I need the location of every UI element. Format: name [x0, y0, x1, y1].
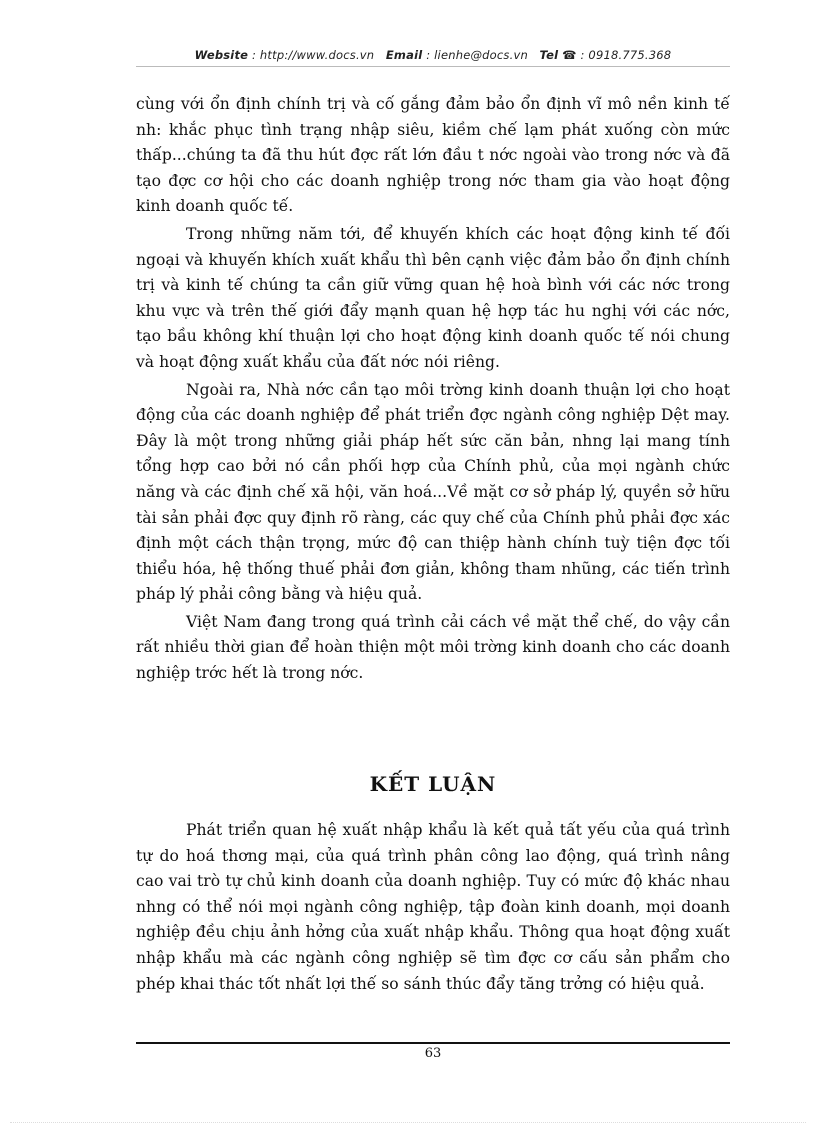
paragraph: Việt Nam đang trong quá trình cải cách về mặt thể chế, do vậy cần rất nhiều thời gian để hoàn thiện một môi trờng kinh doanh cho các doanh nghiệp trớc hết là trong nớc. — [136, 612, 730, 683]
body-text — [136, 92, 730, 689]
tel-number: ☎ : 0918.775.368 — [562, 48, 672, 62]
tel-label: Tel — [539, 48, 559, 62]
header-divider — [136, 66, 730, 67]
website-label: Website — [194, 48, 249, 62]
paragraph: Ngoài ra, Nhà nớc cần tạo môi trờng kinh doanh thuận lợi cho hoạt động của các doanh nghiệp để phát triển đợc ngành công nghiệp Dệt may. Đây là một trong những giải pháp hết sức căn bản, nhng lại mang tính tổng hợp cao bởi nó cần phối hợp của Chính phủ, của mọi ngành chức năng và các định chế xã hội, văn hoá...Về mặt cơ sở pháp lý, quyền sở hữu tài sản phải đợc quy định rõ ràng, các quy chế của Chính phủ phải đợc xác định một cách thận trọng, mức độ can thiệp hành chính tuỳ tiện đợc tối thiểu hóa, hệ thống thuế phải đơn giản, không tham nhũng, các tiến trình pháp lý phải công bằng và hiệu quả. — [136, 380, 730, 604]
conclusion-paragraph: Phát triển quan hệ xuất nhập khẩu là kết quả tất yếu của quá trình tự do hoá thơng mại, của quá trình phân công lao động, quá trình nâng cao vai trò tự chủ kinh doanh của doanh nghiệp. Tuy có mức độ khác nhau nhng có thể nói mọi ngành công nghiệp, tập đoàn kinh doanh, mọi doanh nghiệp đều chịu ảnh hởng của xuất nhập khẩu. Thông qua hoạt động xuất nhập khẩu mà các ngành công nghiệp sẽ tìm đợc cơ cấu sản phẩm cho phép khai thác tốt nhất lợi thế so sánh thúc đẩy tăng trởng có hiệu quả. — [136, 821, 730, 993]
paragraph-continuation: cùng với ổn định chính trị và cố gắng đảm bảo ổn định vĩ mô nền kinh tế nh: khắc phục tình trạng nhập siêu, kiềm chế lạm phát xuống còn mức thấp...chúng ta đã thu hút đợc rất lớn đầu t nớc ngoài vào trong nớc và đã tạo đợc cơ hội cho các doanh nghiệp trong nớc tham gia vào hoạt động kinh doanh quốc tế. — [136, 95, 730, 216]
email-address: : lienhe@docs.vn — [426, 48, 528, 62]
page-number: 63 — [424, 1046, 442, 1061]
email-label: Email — [385, 48, 423, 62]
footer-divider — [136, 1042, 730, 1044]
website-url: : http://www.docs.vn — [252, 48, 375, 62]
paragraph: Trong những năm tới, để khuyến khích các hoạt động kinh tế đối ngoại và khuyến khích xuất khẩu thì bên cạnh việc đảm bảo ổn định chính trị và kinh tế chúng ta cần giữ vững quan hệ hoà bình với các nớc trong khu vực và trên thế giới đẩy mạnh quan hệ hợp tác hu nghị với các nớc, tạo bầu không khí thuận lợi cho hoạt động kinh doanh quốc tế nói chung và hoạt động xuất khẩu của đất nớc nói riêng. — [136, 224, 730, 371]
conclusion-body — [136, 818, 730, 999]
page-header — [136, 48, 730, 62]
conclusion-heading: KẾT LUẬN — [369, 772, 497, 796]
